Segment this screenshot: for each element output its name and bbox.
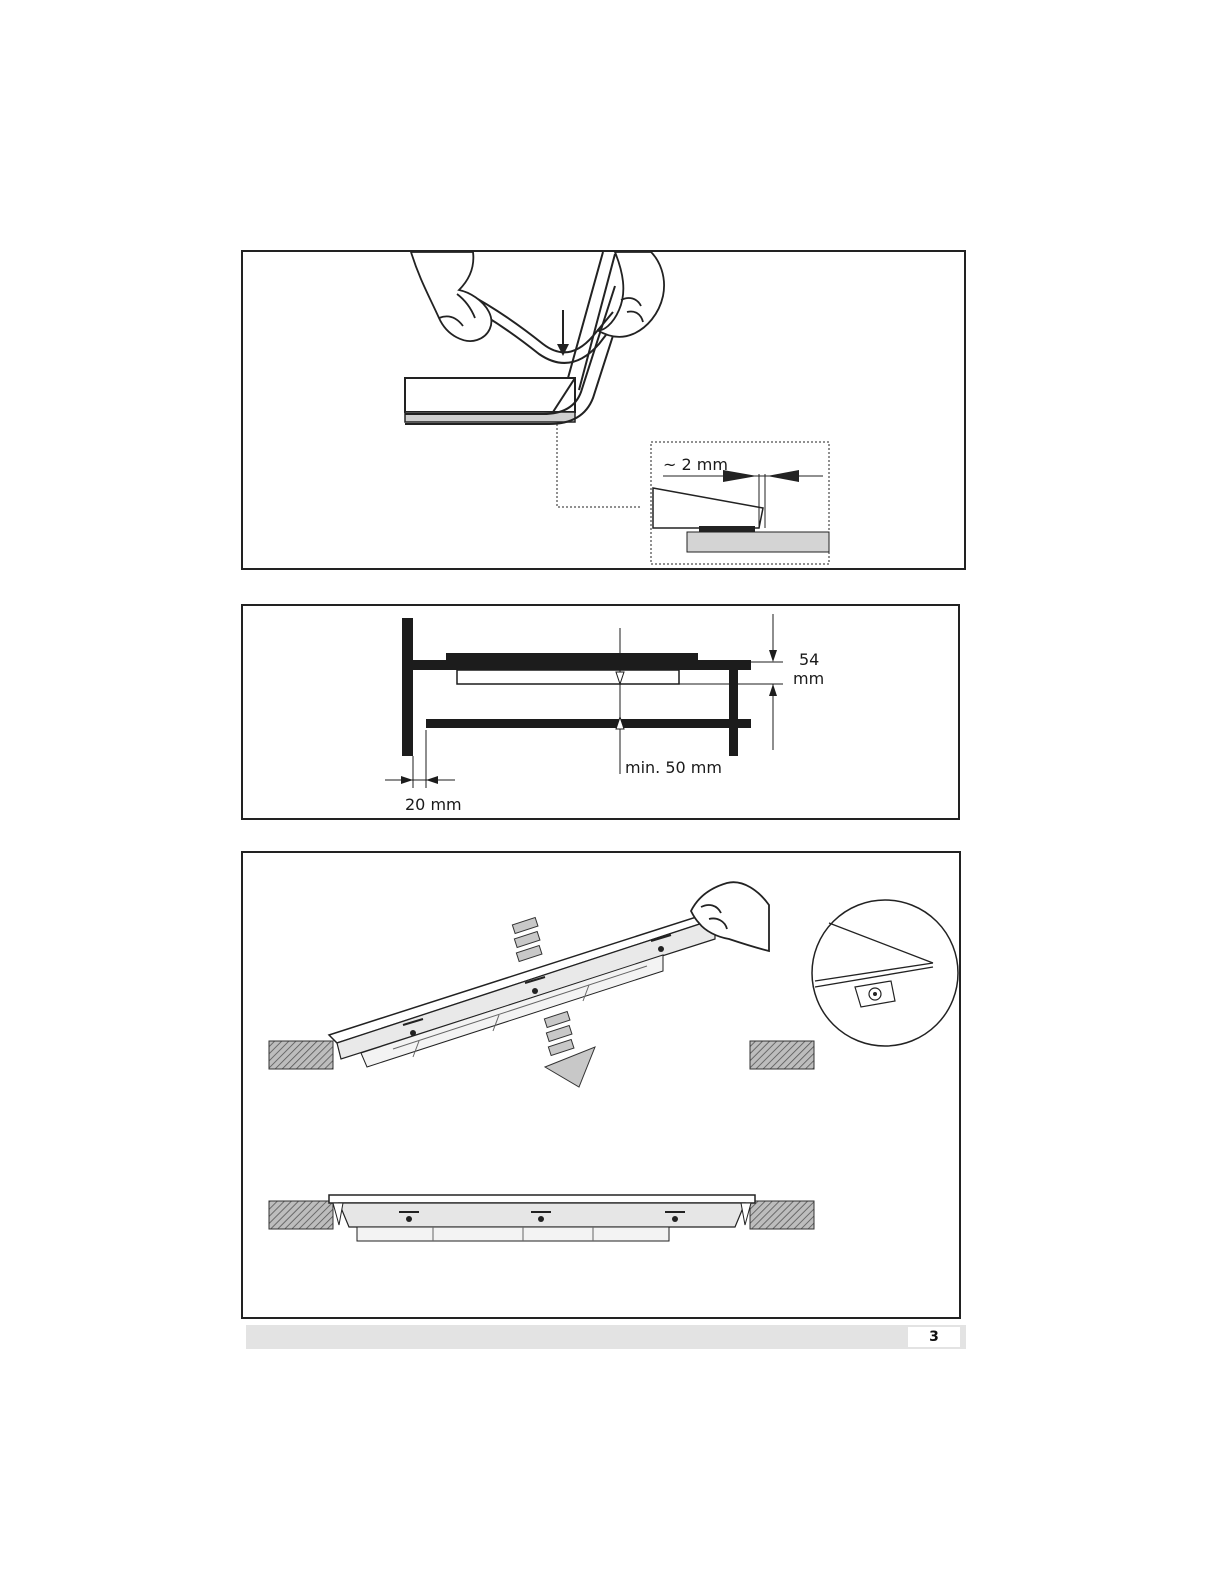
figure-seal-installation bbox=[241, 250, 966, 570]
figure-hob-insertion bbox=[241, 851, 961, 1319]
height-unit: mm bbox=[793, 669, 825, 688]
hob-body bbox=[457, 670, 679, 684]
tilted-hob bbox=[329, 911, 715, 1067]
clearance-arrow bbox=[616, 628, 624, 774]
worktop-block-right bbox=[750, 1041, 814, 1069]
height-value: 54 bbox=[799, 650, 820, 669]
press-arrow bbox=[557, 310, 569, 356]
screw-icon bbox=[538, 1216, 544, 1222]
gap-label: ~ 2 mm bbox=[663, 455, 728, 474]
seal-diagram bbox=[243, 252, 964, 568]
right-hand-icon bbox=[597, 252, 664, 337]
worktop-slab bbox=[405, 378, 575, 422]
cabinet-side bbox=[729, 670, 738, 756]
wall bbox=[402, 618, 413, 756]
footer-bar bbox=[246, 1325, 966, 1349]
wall-gap-dimension bbox=[385, 730, 455, 788]
seal-gap-detail bbox=[653, 470, 829, 552]
worktop-block-right-installed bbox=[750, 1201, 814, 1229]
figure-clearance-dimensions bbox=[241, 604, 960, 820]
left-hand-icon bbox=[411, 252, 491, 341]
clearance-label: min. 50 mm bbox=[625, 758, 722, 777]
wall-gap-label: 20 mm bbox=[405, 795, 462, 814]
insertion-diagram bbox=[243, 853, 959, 1317]
hob-top bbox=[446, 653, 698, 663]
clearance-diagram bbox=[243, 606, 958, 818]
page-number: 3 bbox=[908, 1327, 960, 1347]
screw-icon bbox=[406, 1216, 412, 1222]
lower-shelf bbox=[426, 719, 751, 728]
worktop-block-left bbox=[269, 1041, 333, 1069]
clip-detail-magnifier bbox=[812, 900, 958, 1046]
screw-icon bbox=[672, 1216, 678, 1222]
screw-icon bbox=[532, 988, 538, 994]
screw-icon bbox=[658, 946, 664, 952]
screw-icon bbox=[410, 1030, 416, 1036]
installed-hob bbox=[329, 1195, 755, 1241]
worktop-block-left-installed bbox=[269, 1201, 333, 1229]
